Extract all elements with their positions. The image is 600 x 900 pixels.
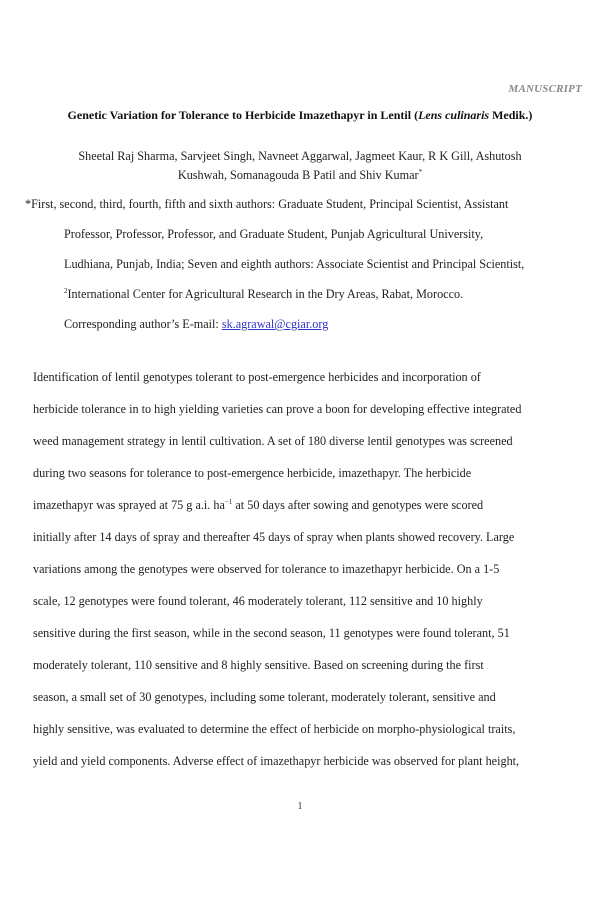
title-species: Lens culinaris xyxy=(418,108,490,122)
paper-title xyxy=(0,108,600,123)
author-line-2 xyxy=(40,164,560,183)
corresponding-email-line xyxy=(64,317,328,332)
running-header: MANUSCRIPT xyxy=(508,83,582,95)
email-link[interactable]: sk.agrawal@cgiar.org xyxy=(221,317,329,331)
abstract-line: sensitive during the first season, while in the second season, 11 genotypes were found tolerant, 51 xyxy=(33,626,510,640)
affiliation-line-3: Ludhiana, Punjab, India; Seven and eighth authors: Associate Scientist and Principal Scientist, xyxy=(64,257,525,271)
abstract-line: Identification of lentil genotypes tolerant to post-emergence herbicides and incorporation of xyxy=(33,370,481,384)
abstract-line: variations among the genotypes were observed for tolerance to imazethapyr herbicide. On a 1-5 xyxy=(33,562,500,576)
title-main: Genetic Variation for Tolerance to Herbicide Imazethapyr in Lentil ( xyxy=(67,108,419,122)
affiliation-line-4 xyxy=(64,287,463,302)
abstract-line: weed management strategy in lentil cultivation. A set of 180 diverse lentil genotypes was screened xyxy=(33,434,513,448)
affiliation-line-4-text: International Center for Agricultural Research in the Dry Areas, Rabat, Morocco. xyxy=(67,287,464,302)
abstract-line: scale, 12 genotypes were found tolerant, 46 moderately tolerant, 112 sensitive and 10 highly xyxy=(33,594,483,608)
abstract-line: season, a small set of 30 genotypes, including some tolerant, moderately tolerant, sensitive and xyxy=(33,690,496,704)
abstract-line: moderately tolerant, 110 sensitive and 8 highly sensitive. Based on screening during the first xyxy=(33,658,484,672)
affiliation-line-1: *First, second, third, fourth, fifth and sixth authors: Graduate Student, Principal Scientist, Assistant xyxy=(25,197,509,211)
affiliation-sup: 2 xyxy=(64,287,68,295)
title-suffix: Medik.) xyxy=(489,108,533,122)
unit-superscript: −1 xyxy=(224,498,233,506)
page-number: 1 xyxy=(297,801,303,812)
abstract-line: initially after 14 days of spray and thereafter 45 days of spray when plants showed recovery. Large xyxy=(33,530,515,544)
abstract-line: during two seasons for tolerance to post-emergence herbicide, imazethapyr. The herbicide xyxy=(33,466,472,480)
corresponding-mark: * xyxy=(418,168,423,176)
abstract-line: highly sensitive, was evaluated to determine the effect of herbicide on morpho-physiological traits, xyxy=(33,722,516,736)
author-line-1: Sheetal Raj Sharma, Sarvjeet Singh, Navneet Aggarwal, Jagmeet Kaur, R K Gill, Ashutosh xyxy=(78,149,522,163)
affiliation-line-2: Professor, Professor, Professor, and Graduate Student, Punjab Agricultural University, xyxy=(64,227,484,241)
author-line-2-text: Kushwah, Somanagouda B Patil and Shiv Kumar xyxy=(177,168,419,183)
author-list xyxy=(40,148,560,183)
abstract-line: yield and yield components. Adverse effect of imazethapyr herbicide was observed for plant height, xyxy=(33,754,520,768)
email-label: Corresponding author’s E-mail: xyxy=(64,317,222,331)
abstract-line-5-pre: imazethapyr was sprayed at 75 g a.i. ha xyxy=(33,498,225,513)
abstract-line: herbicide tolerance in to high yielding varieties can prove a boon for developing effective integrated xyxy=(33,402,522,416)
abstract-line xyxy=(33,498,483,513)
abstract-line-5-post: at 50 days after sowing and genotypes were scored xyxy=(232,498,484,513)
